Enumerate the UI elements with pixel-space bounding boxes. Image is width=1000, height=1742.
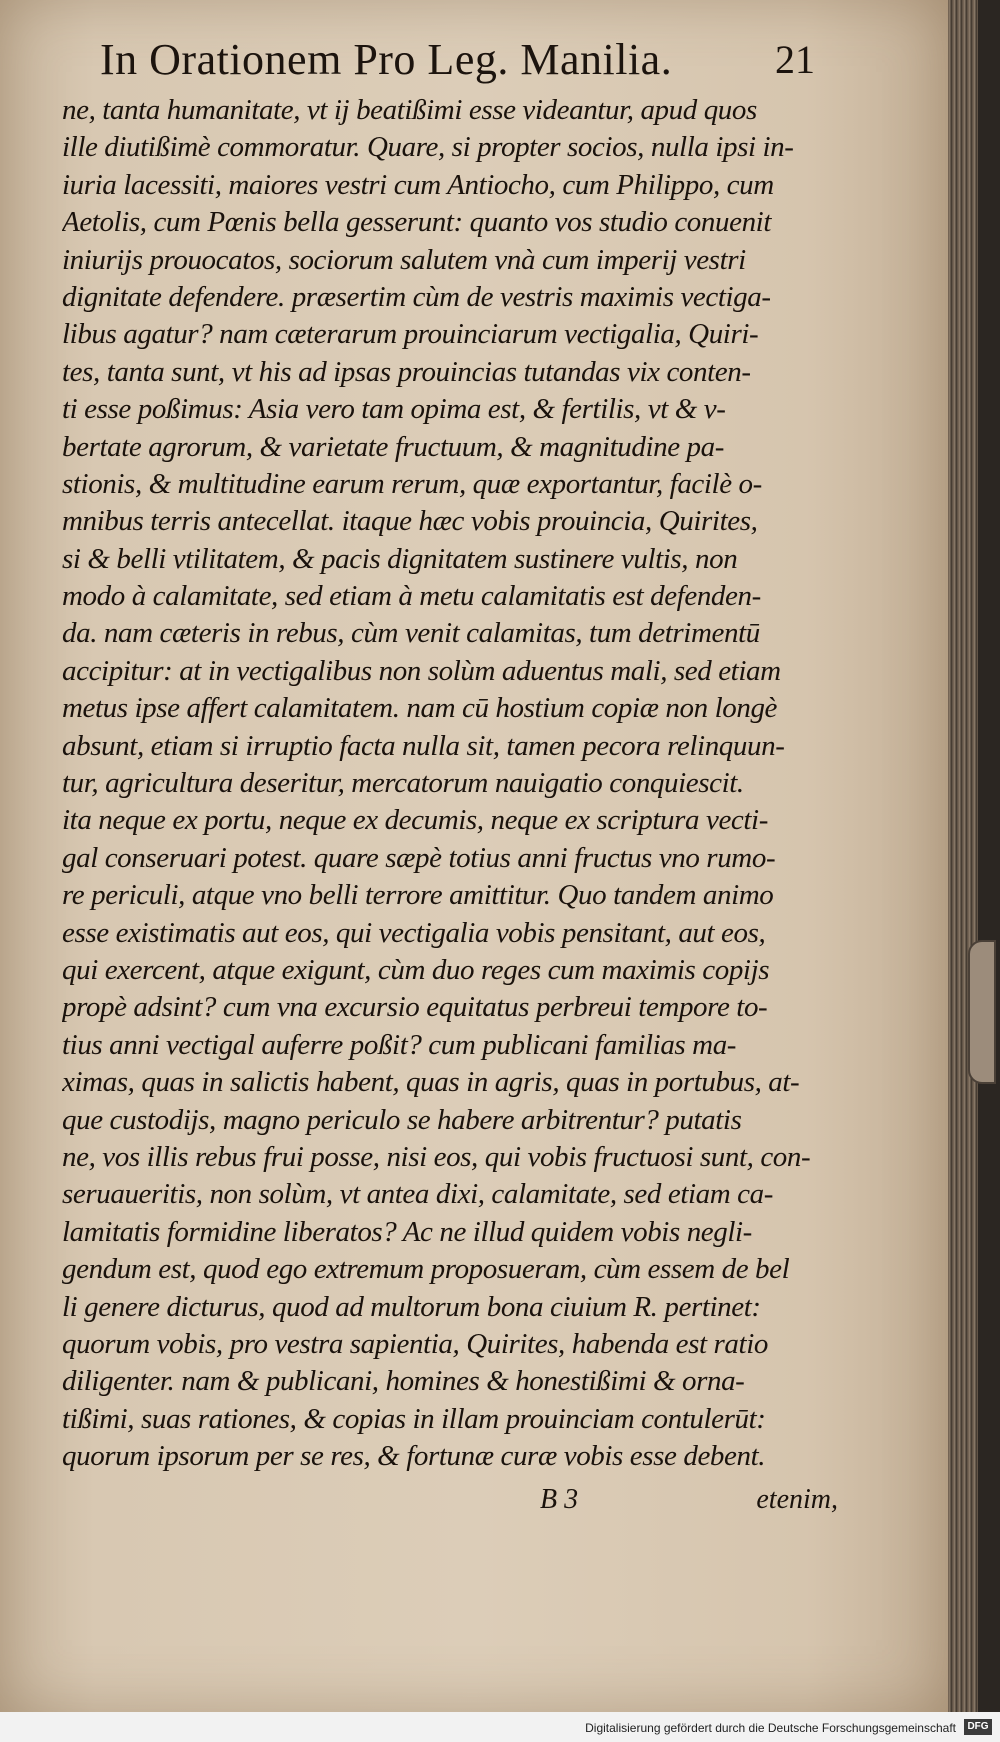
text-line: que custodijs, magno periculo se habere arbitrentur? putatis [62,1103,742,1136]
text-line: ille diutißimè commoratur. Quare, si propter socios, nulla ipsi in- [62,131,794,164]
text-line: absunt, etiam si irruptio facta nulla sit, tamen pecora relinquun- [62,729,785,762]
running-head: In Orationem Pro Leg. Manilia. [100,35,673,84]
text-line: libus agatur? nam cæterarum prouinciarum vectigalia, Quiri- [62,318,759,351]
text-line: quorum vobis, pro vestra sapientia, Quirites, habenda est ratio [62,1327,768,1360]
binding-edge [978,0,1000,1742]
dfg-logo: DFG [964,1719,992,1735]
text-line: modo à calamitate, sed etiam à metu calamitatis est defenden- [62,580,761,613]
clasp-tab [968,940,996,1084]
page-number: 21 [775,37,815,82]
catchword: etenim, [756,1484,838,1515]
signature-mark: B 3 [540,1484,579,1515]
text-line: iuria lacessiti, maiores vestri cum Antiocho, cum Philippo, cum [62,168,774,201]
text-line: gal conseruari potest. quare sæpè totius anni fructus vno rumo- [62,841,776,874]
text-line: bertate agrorum, & varietate fructuum, & magnitudine pa- [62,430,724,463]
text-line: ita neque ex portu, neque ex decumis, neque ex scriptura vecti- [62,804,768,837]
text-line: Aetolis, cum Pœnis bella gesserunt: quanto vos studio conuenit [62,206,771,239]
text-line: ne, tanta humanitate, vt ij beatißimi esse videantur, apud quos [62,94,757,126]
text-line: re periculi, atque vno belli terrore amittitur. Quo tandem animo [62,879,774,912]
text-line: gendum est, quod ego extremum proposueram, cùm essem de bel [62,1253,790,1286]
text-line: ti esse poßimus: Asia vero tam opima est, & fertilis, vt & v- [62,393,726,426]
text-line: ximas, quas in salictis habent, quas in agris, quas in portubus, at- [62,1066,800,1099]
text-line: tes, tanta sunt, vt his ad ipsas prouincias tutandas vix conten- [62,355,751,388]
text-line: mnibus terris antecellat. itaque hæc vobis prouincia, Quirites, [62,505,758,538]
text-line: esse existimatis aut eos, qui vectigalia vobis pensitant, aut eos, [62,916,766,949]
text-line: qui exercent, atque exigunt, cùm duo reges cum maximis copijs [62,953,770,986]
text-line: da. nam cæteris in rebus, cùm venit calamitas, tum detrimentū [62,617,760,650]
text-line: seruaueritis, non solùm, vt antea dixi, calamitate, sed etiam ca- [62,1178,773,1211]
text-line: tißimi, suas rationes, & copias in illam prouinciam contulerūt: [62,1402,766,1435]
text-line: diligenter. nam & publicani, homines & honestißimi & orna- [62,1365,745,1398]
text-line: accipitur: at in vectigalibus non solùm aduentus mali, sed etiam [62,654,781,687]
text-line: tur, agricultura deseritur, mercatorum nauigatio conquiescit. [62,767,744,800]
page-edges [948,0,978,1742]
text-line: li genere dicturus, quod ad multorum bona ciuium R. pertinet: [62,1290,761,1323]
text-line: stionis, & multitudine earum rerum, quæ exportantur, facilè o- [62,467,762,500]
text-line: si & belli vtilitatem, & pacis dignitatem sustinere vultis, non [62,542,738,575]
text-line: dignitate defendere. præsertim cùm de vestris maximis vectiga- [62,280,771,313]
text-line: propè adsint? cum vna excursio equitatus perbreui tempore to- [62,991,768,1024]
digitization-credit: Digitalisierung gefördert durch die Deutsche Forschungsgemeinschaft [585,1721,956,1735]
text-line: quorum ipsorum per se res, & fortunæ curæ vobis esse debent. [62,1440,766,1473]
body-text [62,92,832,1475]
text-line: ne, vos illis rebus frui posse, nisi eos, qui vobis fructuosi sunt, con- [62,1140,811,1173]
text-line: metus ipse affert calamitatem. nam cū hostium copiæ non longè [62,692,778,725]
text-line: iniurijs prouocatos, sociorum salutem vnà cum imperij vestri [62,243,746,276]
text-line: lamitatis formidine liberatos? Ac ne illud quidem vobis negli- [62,1215,752,1248]
text-line: tius anni vectigal auferre poßit? cum publicani familias ma- [62,1028,737,1061]
